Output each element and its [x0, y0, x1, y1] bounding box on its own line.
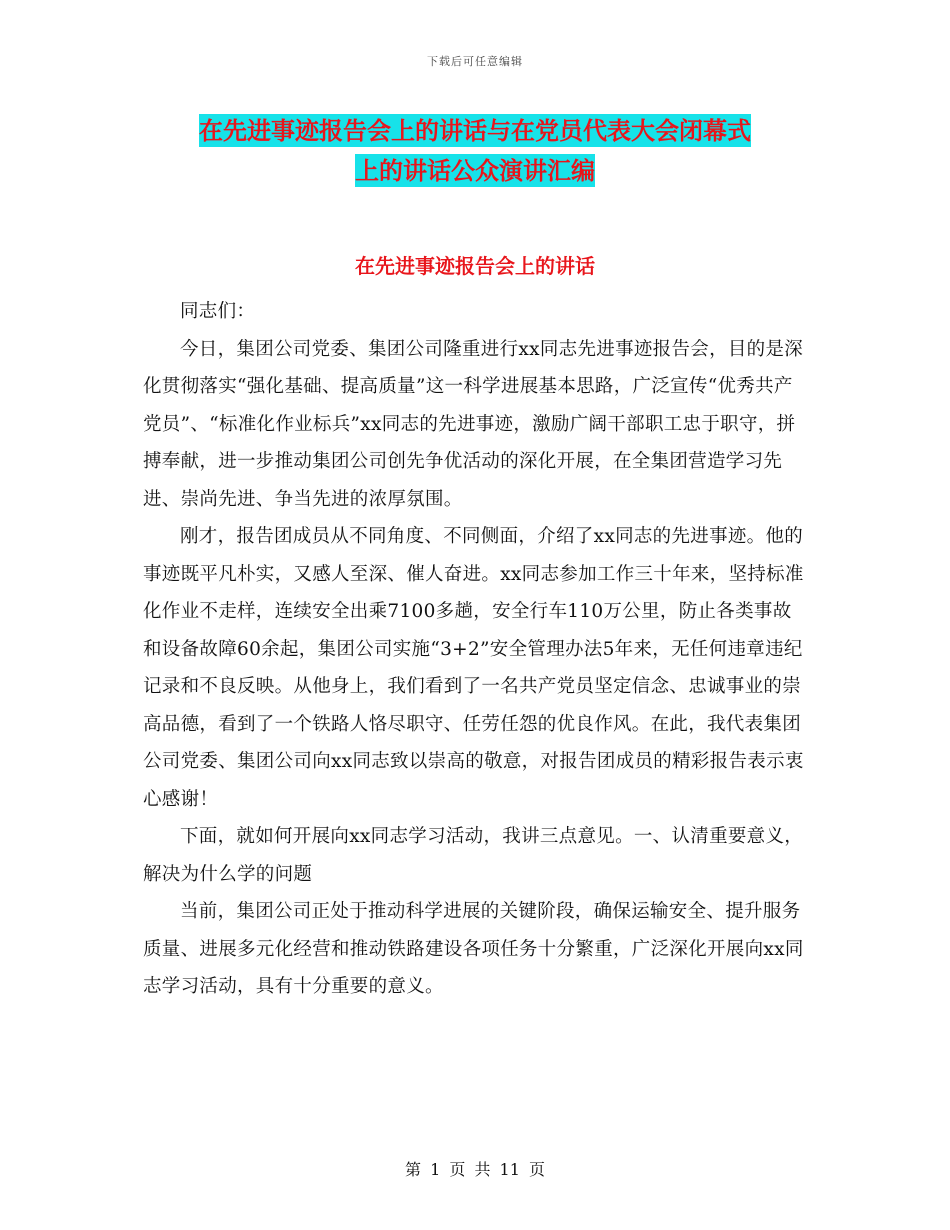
paragraph: 当前，集团公司正处于推动科学进展的关键阶段，确保运输安全、提升服务质量、进展多元化经营和推动铁路建设各项任务十分繁重，广泛深化开展向xx同志学习活动，具有十分重要的意义。	[143, 901, 804, 997]
paragraph: 今日，集团公司党委、集团公司隆重进行xx同志先进事迹报告会，目的是深化贯彻落实“强化基础、提高质量”这一科学进展基本思路，广泛宣传“优秀共产党员”、“标准化作业标兵”xx同志的先进事迹，激励广阔干部职工忠于职守，拼搏奉献，进一步推动集团公司创先争优活动的深化开展，在全集团营造学习先进、崇尚先进、争当先进的浓厚氛围。	[143, 338, 804, 510]
section-title: 在先进事迹报告会上的讲话	[355, 254, 595, 278]
body-text	[143, 293, 808, 1006]
document-title	[0, 111, 950, 191]
header-note: 下载后可任意编辑	[427, 55, 523, 68]
page-footer: 第 1 页 共 11 页	[405, 1160, 545, 1179]
paragraph-salutation: 同志们：	[180, 301, 256, 322]
title-line-2: 上的讲话公众演讲汇编	[355, 156, 595, 185]
paragraph: 下面，就如何开展向xx同志学习活动，我讲三点意见。一、认清重要意义，解决为什么学的问题	[143, 826, 804, 885]
title-line-1: 在先进事迹报告会上的讲话与在党员代表大会闭幕式	[199, 116, 751, 145]
paragraph: 刚才，报告团成员从不同角度、不同侧面，介绍了xx同志的先进事迹。他的事迹既平凡朴实，又感人至深、催人奋进。xx同志参加工作三十年来，坚持标准化作业不走样，连续安全出乘7100多趟，安全行车110万公里，防止各类事故和设备故障60余起，集团公司实施“3+2”安全管理办法5年来，无任何违章违纪记录和不良反映。从他身上，我们看到了一名共产党员坚定信念、忠诚事业的崇高品德，看到了一个铁路人恪尽职守、任劳任怨的优良作风。在此，我代表集团公司党委、集团公司向xx同志致以崇高的敬意，对报告团成员的精彩报告表示衷心感谢！	[143, 526, 804, 810]
